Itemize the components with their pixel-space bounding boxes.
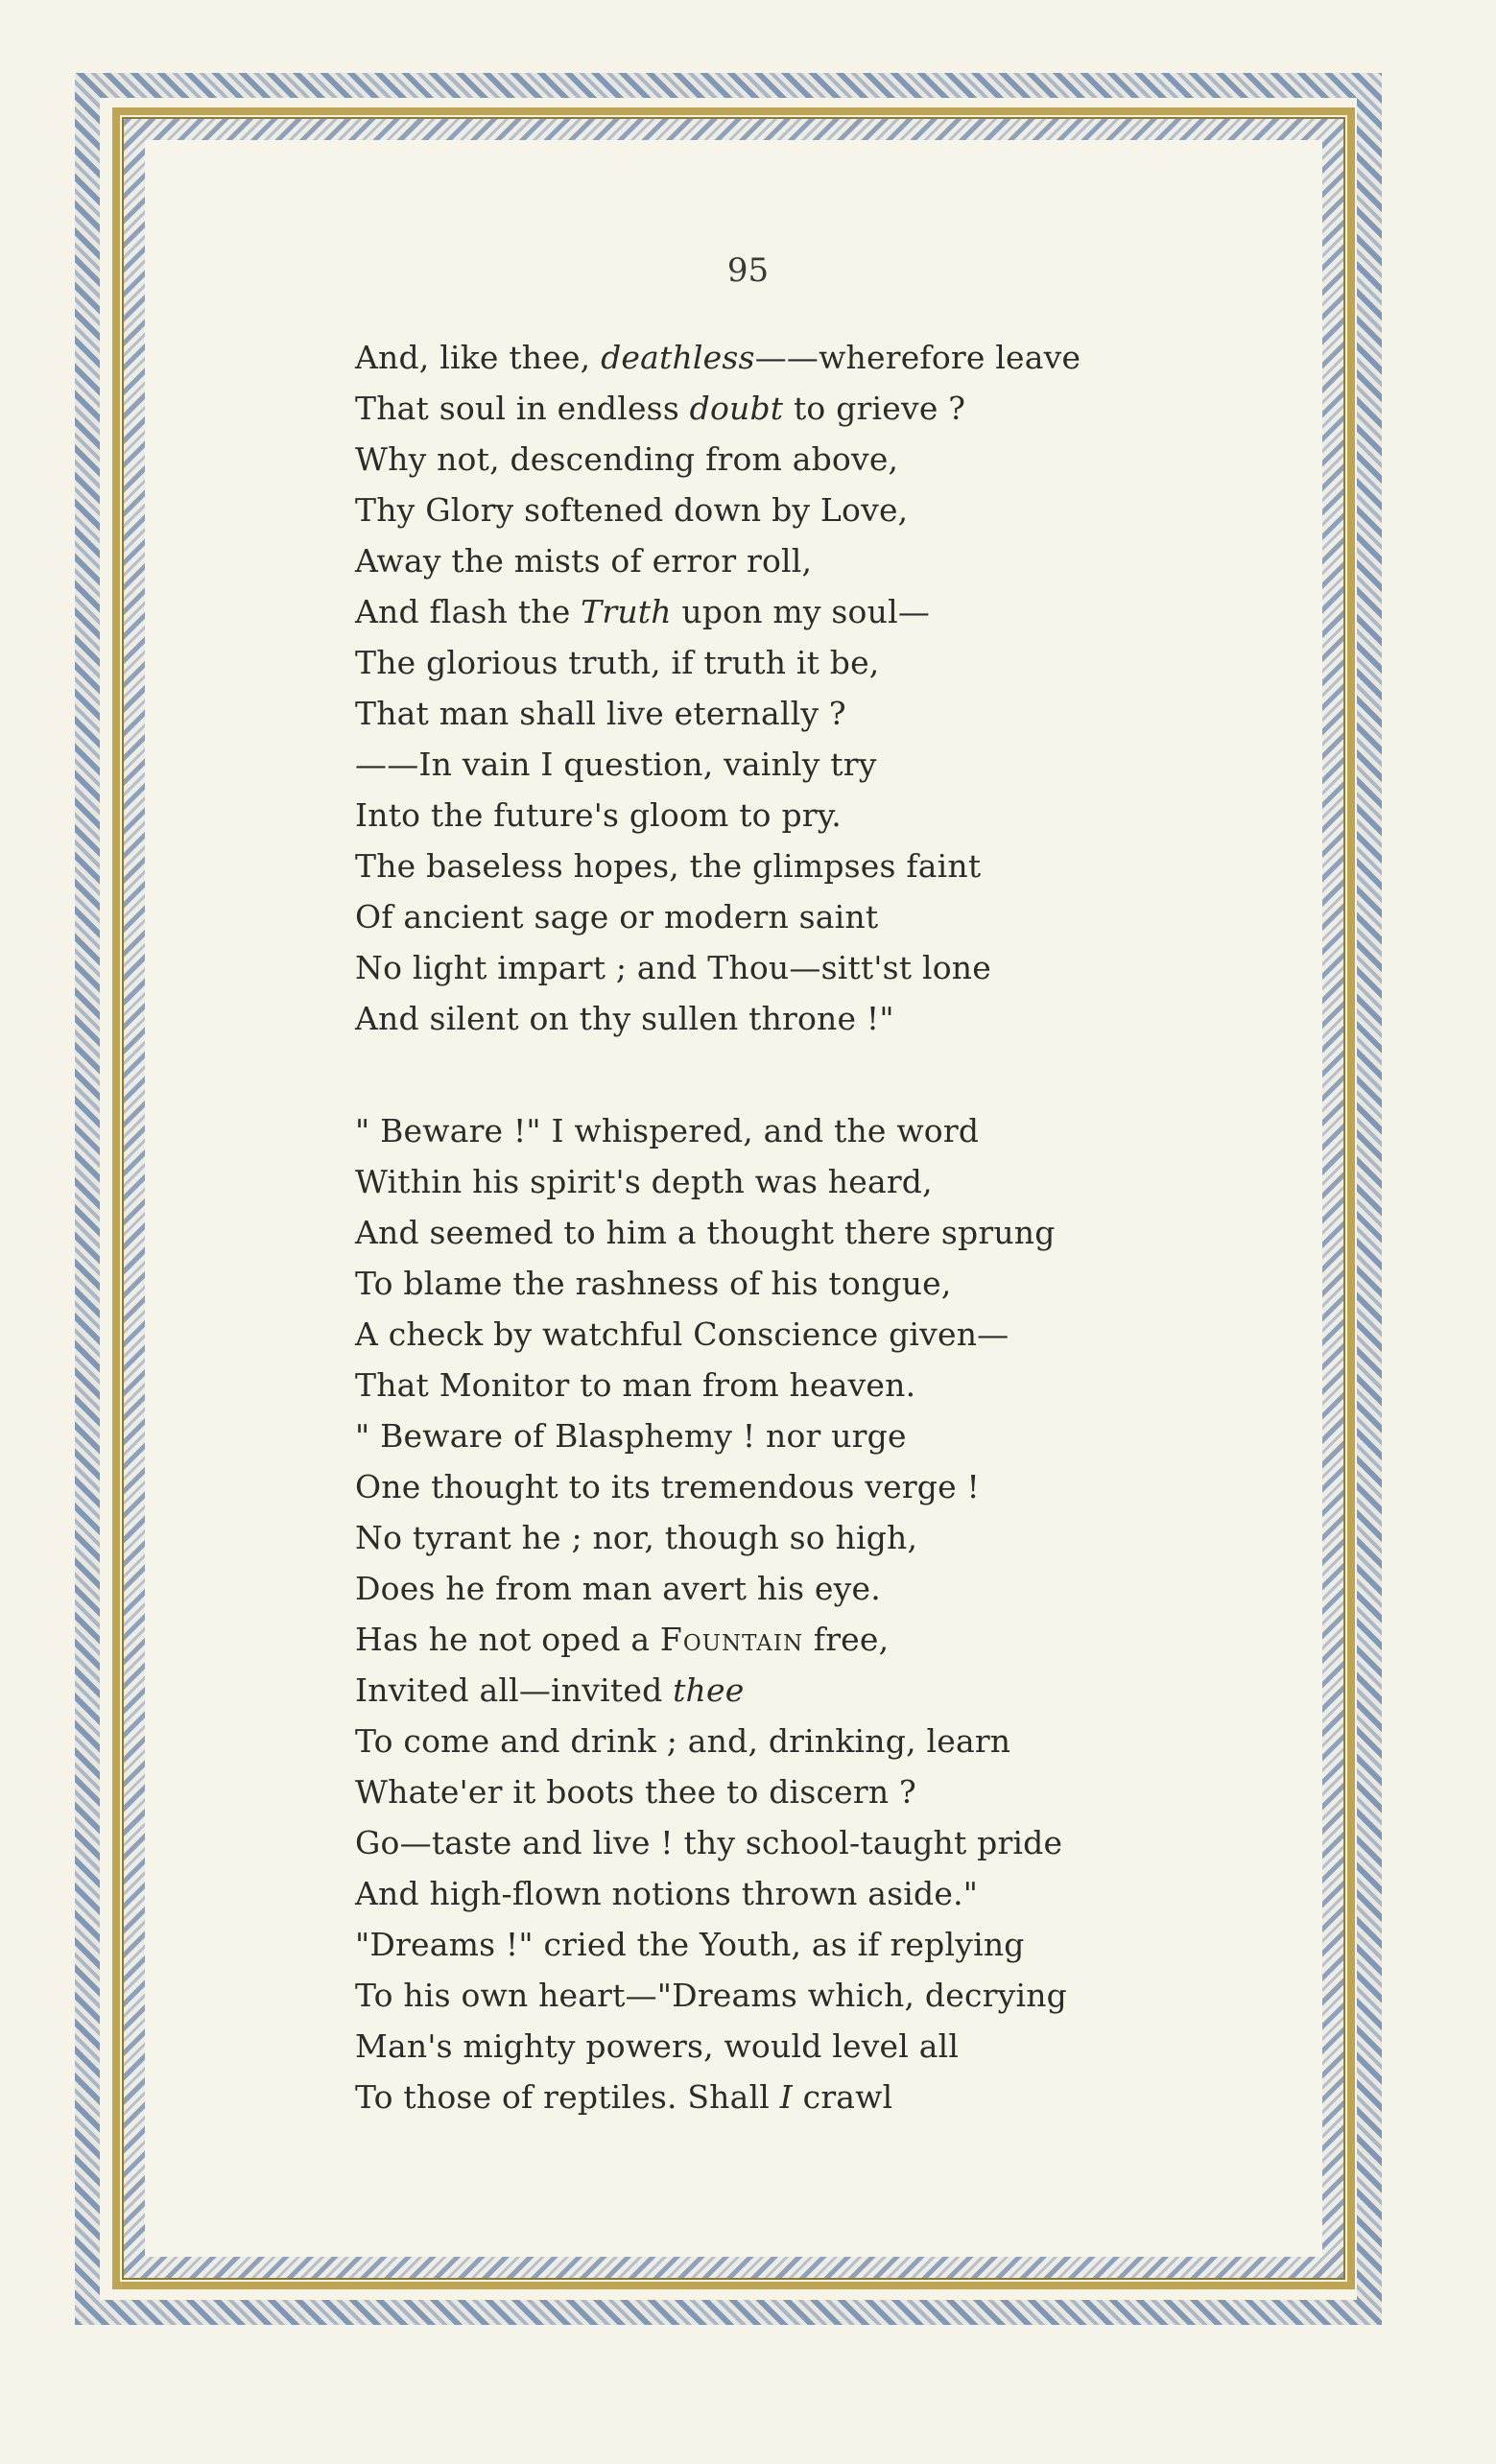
stanza-1 [355,332,1199,1044]
line-text: The baseless hopes, the glimpses faint [355,847,982,885]
line-text: That man shall live eternally ? [355,695,846,732]
italic-word: Truth [581,593,672,630]
stanza-2 [355,1105,1199,2122]
small-caps-word: Fountain [659,1621,804,1658]
poem-line [355,586,1199,637]
poem-line [355,942,1199,993]
poem-text [355,332,1199,2122]
poem-line [355,1309,1199,1360]
line-text: Away the mists of error roll, [355,542,813,580]
poem-line [355,1919,1199,1970]
stanza-gap [355,1044,1199,1105]
poem-line [355,1461,1199,1512]
poem-line [355,485,1199,535]
line-text: To those of reptiles. Shall [355,2078,780,2116]
poem-line [355,739,1199,790]
line-text: ——wherefore leave [754,339,1081,376]
line-text: upon my soul— [671,593,931,630]
line-text: crawl [792,2078,893,2116]
italic-word: I [779,2078,793,2116]
poem-line [355,383,1199,434]
line-text: And seemed to him a thought there sprung [355,1214,1056,1251]
italic-word: doubt [689,390,784,427]
line-text: And high-flown notions thrown aside." [355,1875,979,1912]
poem-line [355,1614,1199,1665]
poem-line [355,790,1199,841]
line-text: Whate'er it boots thee to discern ? [355,1773,916,1811]
line-text: No light impart ; and Thou—sitt'st lone [355,949,991,986]
poem-line [355,1360,1199,1410]
line-text: To come and drink ; and, drinking, learn [355,1722,1011,1760]
line-text: Of ancient sage or modern saint [355,898,879,936]
poem-line [355,1258,1199,1309]
poem-line [355,688,1199,739]
poem-line [355,2021,1199,2072]
line-text: " Beware of Blasphemy ! nor urge [355,1417,907,1455]
line-text: And, like thee, [355,339,602,376]
line-text: Into the future's gloom to pry. [355,796,842,834]
line-text: No tyrant he ; nor, though so high, [355,1519,918,1556]
poem-line [355,2072,1199,2122]
poem-line [355,535,1199,586]
line-text: Go—taste and live ! thy school-taught pride [355,1824,1063,1861]
poem-line [355,1868,1199,1919]
line-text: To blame the rashness of his tongue, [355,1265,952,1302]
line-text: Man's mighty powers, would level all [355,2027,960,2065]
line-text: ——In vain I question, vainly try [355,746,877,783]
poem-line [355,1410,1199,1461]
poem-line [355,434,1199,485]
italic-word: thee [673,1671,745,1709]
poem-line [355,1563,1199,1614]
poem-line [355,1665,1199,1716]
line-text: to grieve ? [783,390,966,427]
line-text: Invited all—invited [355,1671,674,1709]
line-text: free, [803,1621,890,1658]
poem-line [355,1156,1199,1207]
line-text: And flash the [355,593,582,630]
line-text: Within his spirit's depth was heard, [355,1163,933,1200]
line-text: To his own heart—"Dreams which, decrying [355,1977,1067,2014]
line-text: Does he from man avert his eye. [355,1570,881,1607]
page-number: 95 [726,251,770,290]
poem-line [355,891,1199,942]
line-text: One thought to its tremendous verge ! [355,1468,981,1505]
line-text: " Beware !" I whispered, and the word [355,1112,980,1149]
poem-line [355,1766,1199,1817]
line-text: Why not, descending from above, [355,440,899,478]
poem-line [355,1970,1199,2021]
line-text: Has he not oped a [355,1621,660,1658]
poem-line [355,841,1199,891]
poem-line [355,332,1199,383]
line-text: "Dreams !" cried the Youth, as if replying [355,1926,1025,1963]
poem-line [355,1207,1199,1258]
italic-word: deathless [601,339,755,376]
poem-line [355,1105,1199,1156]
line-text: That soul in endless [355,390,690,427]
line-text: A check by watchful Conscience given— [355,1315,1009,1353]
line-text: That Monitor to man from heaven. [355,1366,916,1404]
poem-line [355,637,1199,688]
poem-line [355,1817,1199,1868]
poem-line [355,1716,1199,1766]
line-text: And silent on thy sullen throne !" [355,1000,894,1037]
line-text: The glorious truth, if truth it be, [355,644,880,681]
line-text: Thy Glory softened down by Love, [355,491,909,529]
poem-line [355,993,1199,1044]
poem-line [355,1512,1199,1563]
